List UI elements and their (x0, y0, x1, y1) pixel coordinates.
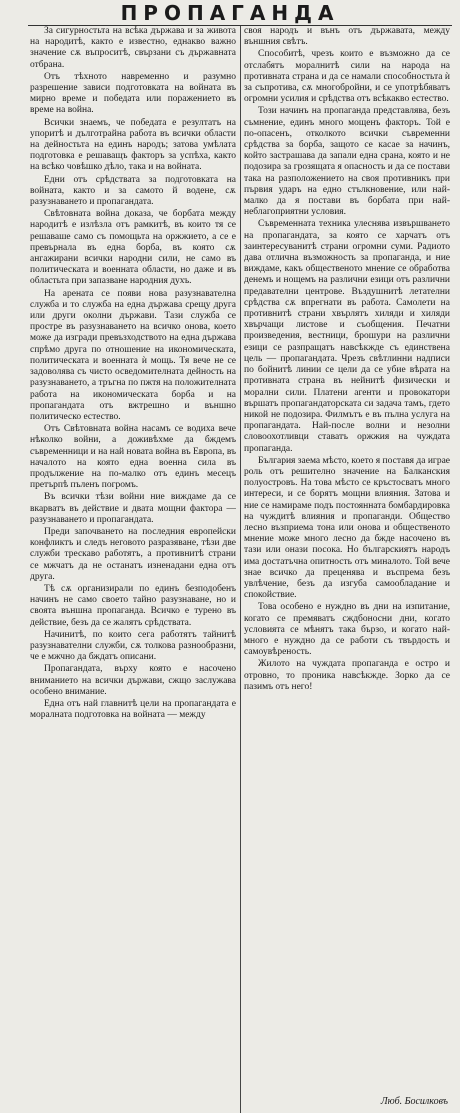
paragraph: Способитѣ, чрезъ които е възможно да се отслабятъ моралнитѣ сили на народа на противната страна и да се намали способностьта ѝ за съпротива, сѫ многобройни, и се употрѣбяватъ огромни усилия и срѣдства отъ всѣкакво естество. (244, 49, 450, 105)
paragraph: Пропагандата, върху която е насочено вниманието на всички държави, сжщо заслужава особено внимание. (30, 664, 236, 697)
paragraph: своя народъ и вънъ отъ държавата, между външния свѣтъ. (244, 26, 450, 48)
left-column (30, 26, 236, 1111)
paragraph: Всички знаемъ, че победата е резултатъ на упоритѣ и дълготрайна работа въ всички области на дейностьта на единъ народъ; затова умѣлата подготовка е решаващъ факторъ за успѣха, както на всѣко човѣшко дѣло, така и на войната. (30, 117, 236, 173)
paragraph: Тѣ сѫ организирали по единъ безподобенъ начинъ не само своето тайно разузнаване, но и своята външна пропаганда. Всичко е турено въ действие, безъ да се жалятъ срѣдствата. (30, 583, 236, 628)
paragraph: Отъ тѣхното навременно и разумно разрешение зависи подготовката на войната въ мирно време и победата или поражението въ време на война. (30, 71, 236, 116)
paragraph: Една отъ най главнитѣ цели на пропагандата е моралната подготовка на войната — между (30, 698, 236, 721)
paragraph: Този начинъ на пропаганда представлява, безъ съмнение, единъ много мощенъ факторъ. Той е по-опасенъ, отколкото всички съвременни срѣдства за борба, защото се касае за начинъ, който застрашава да запали една срана, която и не подозира за грозящата я опасность и да се постави така на разположението на своя противникъ при първия ударъ на едно стълкновение, или най-малко да я постави въ борбата при най-неблагоприятни условия. (244, 106, 450, 218)
paragraph: Свѣтовната война доказа, че борбата между народитѣ е излѣзла отъ рамкитѣ, въ които тя се решаваше само съ помощьта на оржжието, а се е превърнала въ една борба, въ която сѫ ангажирани всички народни сили, не само въ политическата и военната области, но даже и въ областьта при запазване народния духъ. (30, 209, 236, 287)
author-signature: Люб. Босилковъ (380, 1096, 448, 1107)
paragraph: Едни отъ срѣдствата за подготовката на войната, както и за самото й водене, сѫ разузнаването и пропагандата. (30, 174, 236, 208)
paragraph: Съвременната техника улеснява извършването на пропагандата, за която се харчатъ отъ заинтересуванитѣ страни огромни суми. Радиото дава отлична възможность за пропаганда, и ние виждаме, какъ общественото мнение се обработва денемъ и нощемъ на различни езици отъ различни предавателни центрове. Въздушнитѣ летателни срѣдства сѫ впрегнати въ работа. Самолети на противнитѣ страни хвърлятъ хиляди и хиляди хвърчащи листове и съобщения. Печатни произведения, вестници, брошури на различни езици се разпращатъ навсѣкжде съ единствена цель — пропагандата. Чрезъ свѣтлинни надписи по бойнитѣ линии се цели да се убие вѣрата на противната страна въ нейнитѣ физически и морални сили. Платени агенти и провокатори вършатъ пропагандаторската си задача тамъ, гдето никой не подозира. Филмътъ е въ пълна услуга на пропагандата. Най-после волни и незолни словоохотливци ставатъ оржжия на чуждата пропаганда. (244, 219, 450, 454)
paragraph: България заема мѣсто, което я поставя да играе роль отъ решително значение на Балканския полуостровъ. На това мѣсто се кръстосватъ много интереси, и се борятъ мощни влияния. Затова и ние се намираме подъ постоянната бомбардировка на чуждитѣ влияния и пропаганди. Общество лесно възприема тона или онова и общественото мнение може много лесно да бжде насочено въ тази или онази посока. Но българскиятъ народъ има достатъчна опитность отъ миналото. Той вече знае всичко да преценява и въспрема безъ увлѣчение, безъ да изгуба самообладание и спокойствие. (244, 455, 450, 601)
paragraph: Това особено е нуждно въ дни на изпитание, когато се премяватъ сждбоносни дни, когато условията се мѣнятъ така бързо, и когато най-много е нуждно да се работи съ твърдость и самоувѣреность. (244, 602, 450, 658)
paragraph: За сигурностьта на всѣка държава и за живота на народитѣ, както е известно, еднакво важно значение сѫ въпроситѣ, свързани съ държавната отбрана. (30, 26, 236, 70)
column-divider (240, 26, 241, 1113)
right-column (244, 26, 450, 1111)
paragraph: Преди започването на последния европейски конфликтъ и следъ неговото разразяване, тѣзи две служби трескаво работятъ, а противнитѣ страни се мжчатъ да не останатъ изненадани една отъ друга. (30, 526, 236, 582)
paragraph: На арената се появи нова разузнавателна служба и то служба на една държава срещу друга или други околни държави. Тази служба се простре въ разузнаването на всичко онова, което може да изгради превъзходството на една държава спрѣмо друга по отношение на икономическата, политическата и военната ѝ мощь. Тя вече не се задоволява съ чисто осведомителната дейность на разузнаването, а тръгна по пжтя на положителната работа на икономическата борба и на пропагандата отъ вжтрешно и външно политическо естество. (30, 288, 236, 422)
paragraph: Въ всички тѣзи войни ние виждаме да се вкарватъ въ действие и двата мощни фактора — разузнаването и пропагандата. (30, 492, 236, 525)
paragraph: Жилото на чуждата пропаганда е остро и отровно, то проника навсѣкжде. Зорко да се пазимъ отъ него! (244, 659, 450, 692)
paragraph: Начинитѣ, по които сега работятъ тайнитѣ разузнавателни служби, сѫ толкова разнообразни, че е мжчно да бждатъ описани. (30, 629, 236, 663)
paragraph: Отъ Свѣтовната война насамъ се водиха вече нѣколко войни, а доживѣхме да бждемъ съвременници и на най новата война въ Европа, въ началото на която една военна сила въ продължение на по-малко отъ единъ месецъ претърпѣ пъленъ погромъ. (30, 424, 236, 491)
article-title: ПРОПАГАНДА (120, 1, 340, 25)
